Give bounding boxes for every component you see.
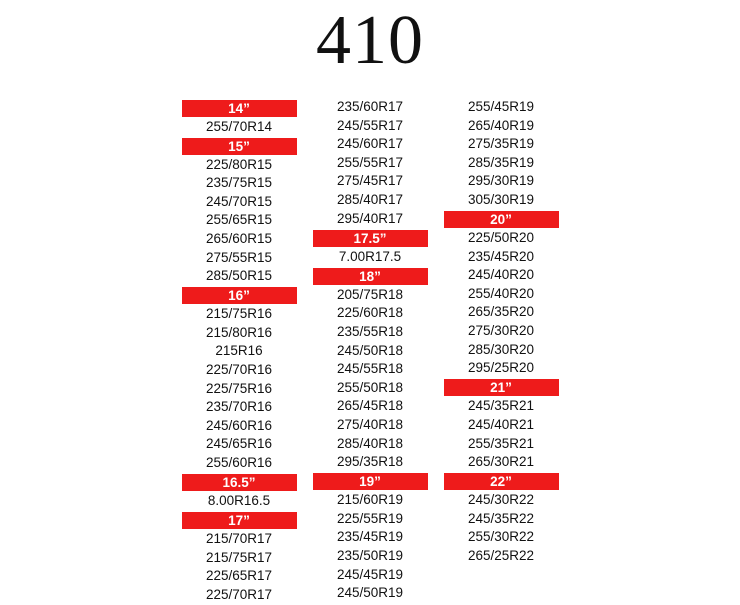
page-title: 410 [316,2,424,79]
tire-size-item: 245/40R20 [467,267,535,283]
tire-size-item: 275/30R20 [467,323,535,339]
size-columns [0,98,740,605]
tire-size-item: 255/40R20 [467,285,535,301]
tire-size-item: 265/60R15 [205,230,273,246]
tire-size-item: 295/40R17 [336,210,404,226]
tire-size-item: 245/55R18 [336,361,404,377]
tire-size-item: 275/40R18 [336,416,404,432]
tire-size-item: 7.00R17.5 [338,248,402,264]
tire-size-item: 215R16 [215,343,263,359]
rim-size-header: 16.5” [182,474,297,491]
tire-size-item: 235/55R18 [336,323,404,339]
tire-size-item: 245/65R16 [205,436,273,452]
tire-size-item: 235/50R19 [336,547,404,563]
tire-size-item: 225/60R18 [336,305,404,321]
rim-size-header: 18” [313,268,428,285]
tire-size-item: 275/35R19 [467,136,535,152]
rim-size-header: 17” [182,512,297,529]
tire-size-item: 255/55R17 [336,154,404,170]
tire-size-item: 295/30R19 [467,173,535,189]
tire-size-item: 215/75R17 [205,549,273,565]
tire-size-item: 285/40R18 [336,435,404,451]
tire-size-item: 285/30R20 [467,341,535,357]
tire-size-item: 245/35R21 [467,398,535,414]
tire-size-item: 245/60R17 [336,136,404,152]
tire-size-item: 295/25R20 [467,360,535,376]
tire-size-item: 255/65R15 [205,212,273,228]
tire-size-item: 225/80R15 [205,156,273,172]
tire-size-item: 215/75R16 [205,306,273,322]
tire-size-item: 235/60R17 [336,99,404,114]
tire-size-item: 245/30R22 [467,492,535,508]
tire-size-item: 215/60R19 [336,492,404,508]
tire-size-item: 245/35R22 [467,510,535,526]
tire-size-item: 285/35R19 [467,154,535,170]
tire-size-item: 245/70R15 [205,193,273,209]
tire-size-item: 265/30R21 [467,454,535,470]
tire-size-item: 255/45R19 [467,99,535,114]
rim-size-header: 20” [444,211,559,228]
tire-size-item: 245/50R18 [336,342,404,358]
tire-size-item: 265/25R22 [467,547,535,563]
size-column-1 [182,98,297,605]
tire-size-item: 225/65R17 [205,568,273,584]
tire-size-item: 225/70R17 [205,586,273,602]
rim-size-header: 17.5” [313,230,428,247]
tire-size-item: 245/60R16 [205,417,273,433]
tire-size-item: 275/55R15 [205,249,273,265]
tire-size-item: 235/70R16 [205,399,273,415]
tire-size-item: 245/50R19 [336,585,404,601]
size-column-3 [444,98,559,566]
tire-size-item: 215/80R16 [205,324,273,340]
tire-size-item: 255/30R22 [467,529,535,545]
tire-size-item: 225/75R16 [205,380,273,396]
tire-size-item: 215/70R17 [205,531,273,547]
tire-size-item: 235/75R15 [205,175,273,191]
tire-size-item: 285/40R17 [336,191,404,207]
tire-size-item: 295/35R18 [336,454,404,470]
tire-size-item: 245/45R19 [336,566,404,582]
size-column-2 [313,98,428,603]
tire-size-item: 8.00R16.5 [207,493,271,509]
tire-size-item: 265/40R19 [467,117,535,133]
tire-size-item: 235/45R19 [336,529,404,545]
rim-size-header: 19” [313,473,428,490]
rim-size-header: 16” [182,287,297,304]
tire-size-item: 255/50R18 [336,379,404,395]
tire-size-item: 265/35R20 [467,304,535,320]
rim-size-header: 22” [444,473,559,490]
tire-size-item: 225/55R19 [336,510,404,526]
tire-size-item: 245/55R17 [336,117,404,133]
rim-size-header: 21” [444,379,559,396]
tire-size-item: 255/35R21 [467,435,535,451]
rim-size-header: 15” [182,138,297,155]
tire-size-item: 245/40R21 [467,416,535,432]
tire-size-item: 225/50R20 [467,230,535,246]
tire-size-item: 255/70R14 [205,118,273,134]
rim-size-header: 14” [182,100,297,117]
tire-size-item: 265/45R18 [336,398,404,414]
tire-size-item: 285/50R15 [205,268,273,284]
tire-size-item: 275/45R17 [336,173,404,189]
tire-size-item: 235/45R20 [467,248,535,264]
tire-size-item: 205/75R18 [336,286,404,302]
tire-size-item: 305/30R19 [467,191,535,207]
tire-size-item: 225/70R16 [205,362,273,378]
tire-size-item: 255/60R16 [205,455,273,470]
